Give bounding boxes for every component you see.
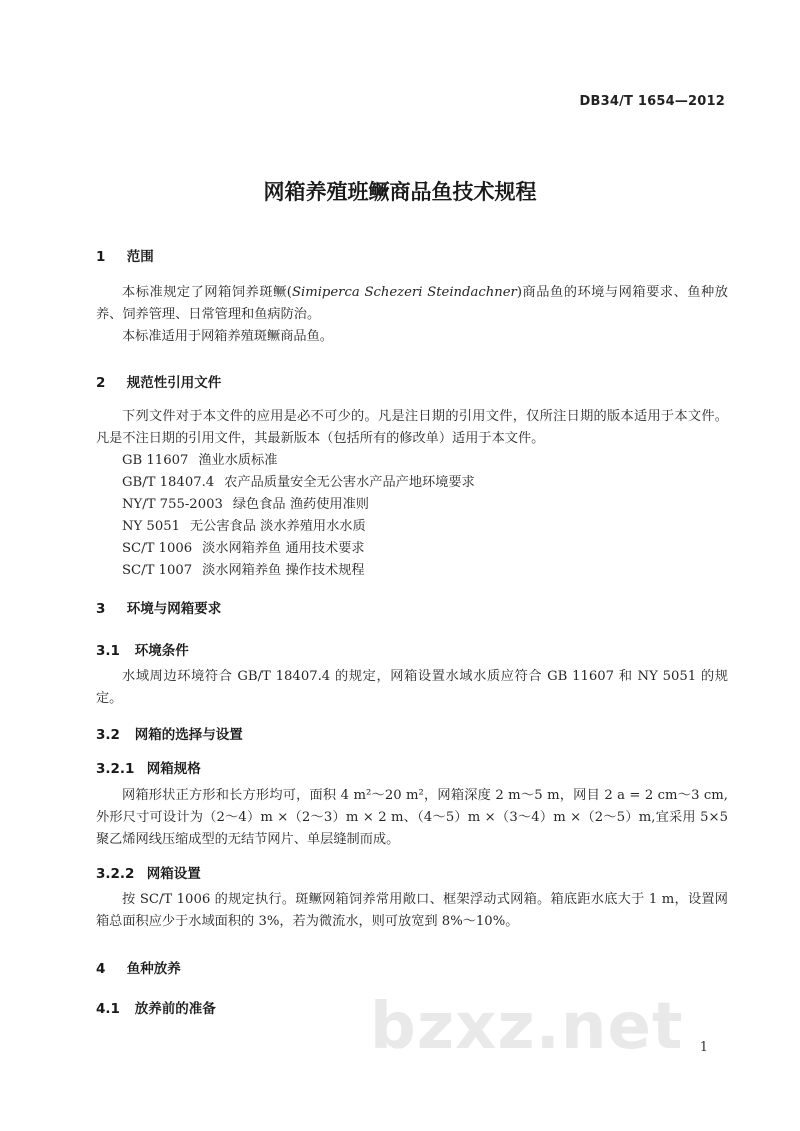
section-title: 范围 [126, 249, 154, 265]
reference-item [122, 450, 475, 472]
section-3-2-1-heading [96, 757, 201, 777]
document-title: 网箱养殖班鳜商品鱼技术规程 [263, 180, 537, 204]
reference-item [122, 560, 475, 582]
reference-item [122, 516, 475, 538]
reference-title: 农产品质量安全无公害水产品产地环境要求 [224, 475, 475, 490]
reference-code: GB/T 18407.4 [122, 475, 215, 490]
section-1-heading [96, 245, 154, 265]
section-3-2-2-heading [96, 862, 201, 882]
section-3-heading [96, 597, 221, 617]
section-number: 1 [96, 249, 106, 265]
section-2-intro: 下列文件对于本文件的应用是必不可少的。凡是注日期的引用文件，仅所注日期的版本适用于本文件。凡是不注日期的引用文件，其最新版本（包括所有的修改单）适用于本文件。 [96, 409, 728, 446]
reference-code: NY 5051 [122, 519, 180, 534]
section-title: 网箱规格 [146, 761, 201, 777]
section-title: 环境条件 [134, 643, 189, 659]
reference-item [122, 494, 475, 516]
section-number: 3.2 [96, 727, 120, 743]
section-number: 3.2.2 [96, 866, 135, 882]
section-title: 规范性引用文件 [126, 375, 222, 391]
reference-item [122, 472, 475, 494]
reference-title: 绿色食品 渔药使用准则 [232, 497, 369, 512]
section-1-paragraph-1 [96, 282, 728, 326]
para-text-b: )商品鱼的环境与网箱要求、鱼种放养、饲养管理、日常管理和鱼病防治。 [96, 285, 728, 322]
section-3-2-2-paragraph: 按 SC/T 1006 的规定执行。斑鳜网箱饲养常用敞口、框架浮动式网箱。箱底距水底大于 1 m，设置网箱总面积应少于水域面积的 3%，若为微流水，则可放宽到 8%～10%。 [96, 892, 728, 929]
page-number: 1 [699, 1040, 708, 1055]
section-number: 3.1 [96, 643, 120, 659]
watermark: bzxz.net [370, 990, 684, 1064]
section-3-2-1-paragraph: 网箱形状正方形和长方形均可，面积 4 m²～20 m²，网箱深度 2 m～5 m，网目 2 a = 2 cm～3 cm,外形尺寸可设计为（2～4）m ×（2～3）m × 2 m、（4～5）m ×（3～4）m ×（2～5）m,宜采用 5×5 聚乙烯网线压缩成型的无结节网片、单层缝制而成。 [96, 788, 728, 847]
section-number: 3.2.1 [96, 761, 135, 777]
reference-title: 淡水网箱养鱼 通用技术要求 [202, 541, 365, 556]
section-number: 2 [96, 375, 106, 391]
section-title: 网箱的选择与设置 [134, 727, 243, 743]
section-title: 网箱设置 [146, 866, 201, 882]
reference-title: 淡水网箱养鱼 操作技术规程 [202, 563, 365, 578]
section-number: 3 [96, 601, 106, 617]
normative-reference-list [122, 450, 475, 582]
section-1-paragraph-2: 本标准适用于网箱养殖斑鳜商品鱼。 [122, 329, 333, 344]
reference-title: 渔业水质标准 [198, 453, 278, 468]
latin-species-name: Simiperca Schezeri Steindachner [291, 285, 517, 300]
para-text-a: 本标准规定了网箱饲养斑鳜( [122, 285, 292, 300]
section-title: 环境与网箱要求 [126, 601, 222, 617]
reference-item [122, 538, 475, 560]
section-4-1-heading [96, 997, 216, 1017]
reference-code: SC/T 1006 [122, 541, 193, 556]
section-number: 4 [96, 961, 106, 977]
section-4-heading [96, 957, 181, 977]
reference-code: NY/T 755-2003 [122, 497, 223, 512]
reference-code: GB 11607 [122, 453, 189, 468]
section-3-1-heading [96, 639, 189, 659]
section-3-2-heading [96, 723, 243, 743]
section-3-1-paragraph: 水域周边环境符合 GB/T 18407.4 的规定，网箱设置水域水质应符合 GB 11607 和 NY 5051 的规定。 [96, 669, 728, 706]
section-number: 4.1 [96, 1001, 120, 1017]
section-2-heading [96, 371, 221, 391]
reference-code: SC/T 1007 [122, 563, 193, 578]
reference-title: 无公害食品 淡水养殖用水水质 [190, 519, 366, 534]
section-title: 放养前的准备 [134, 1001, 216, 1017]
section-title: 鱼种放养 [126, 961, 181, 977]
standard-code: DB34/T 1654—2012 [579, 94, 725, 109]
